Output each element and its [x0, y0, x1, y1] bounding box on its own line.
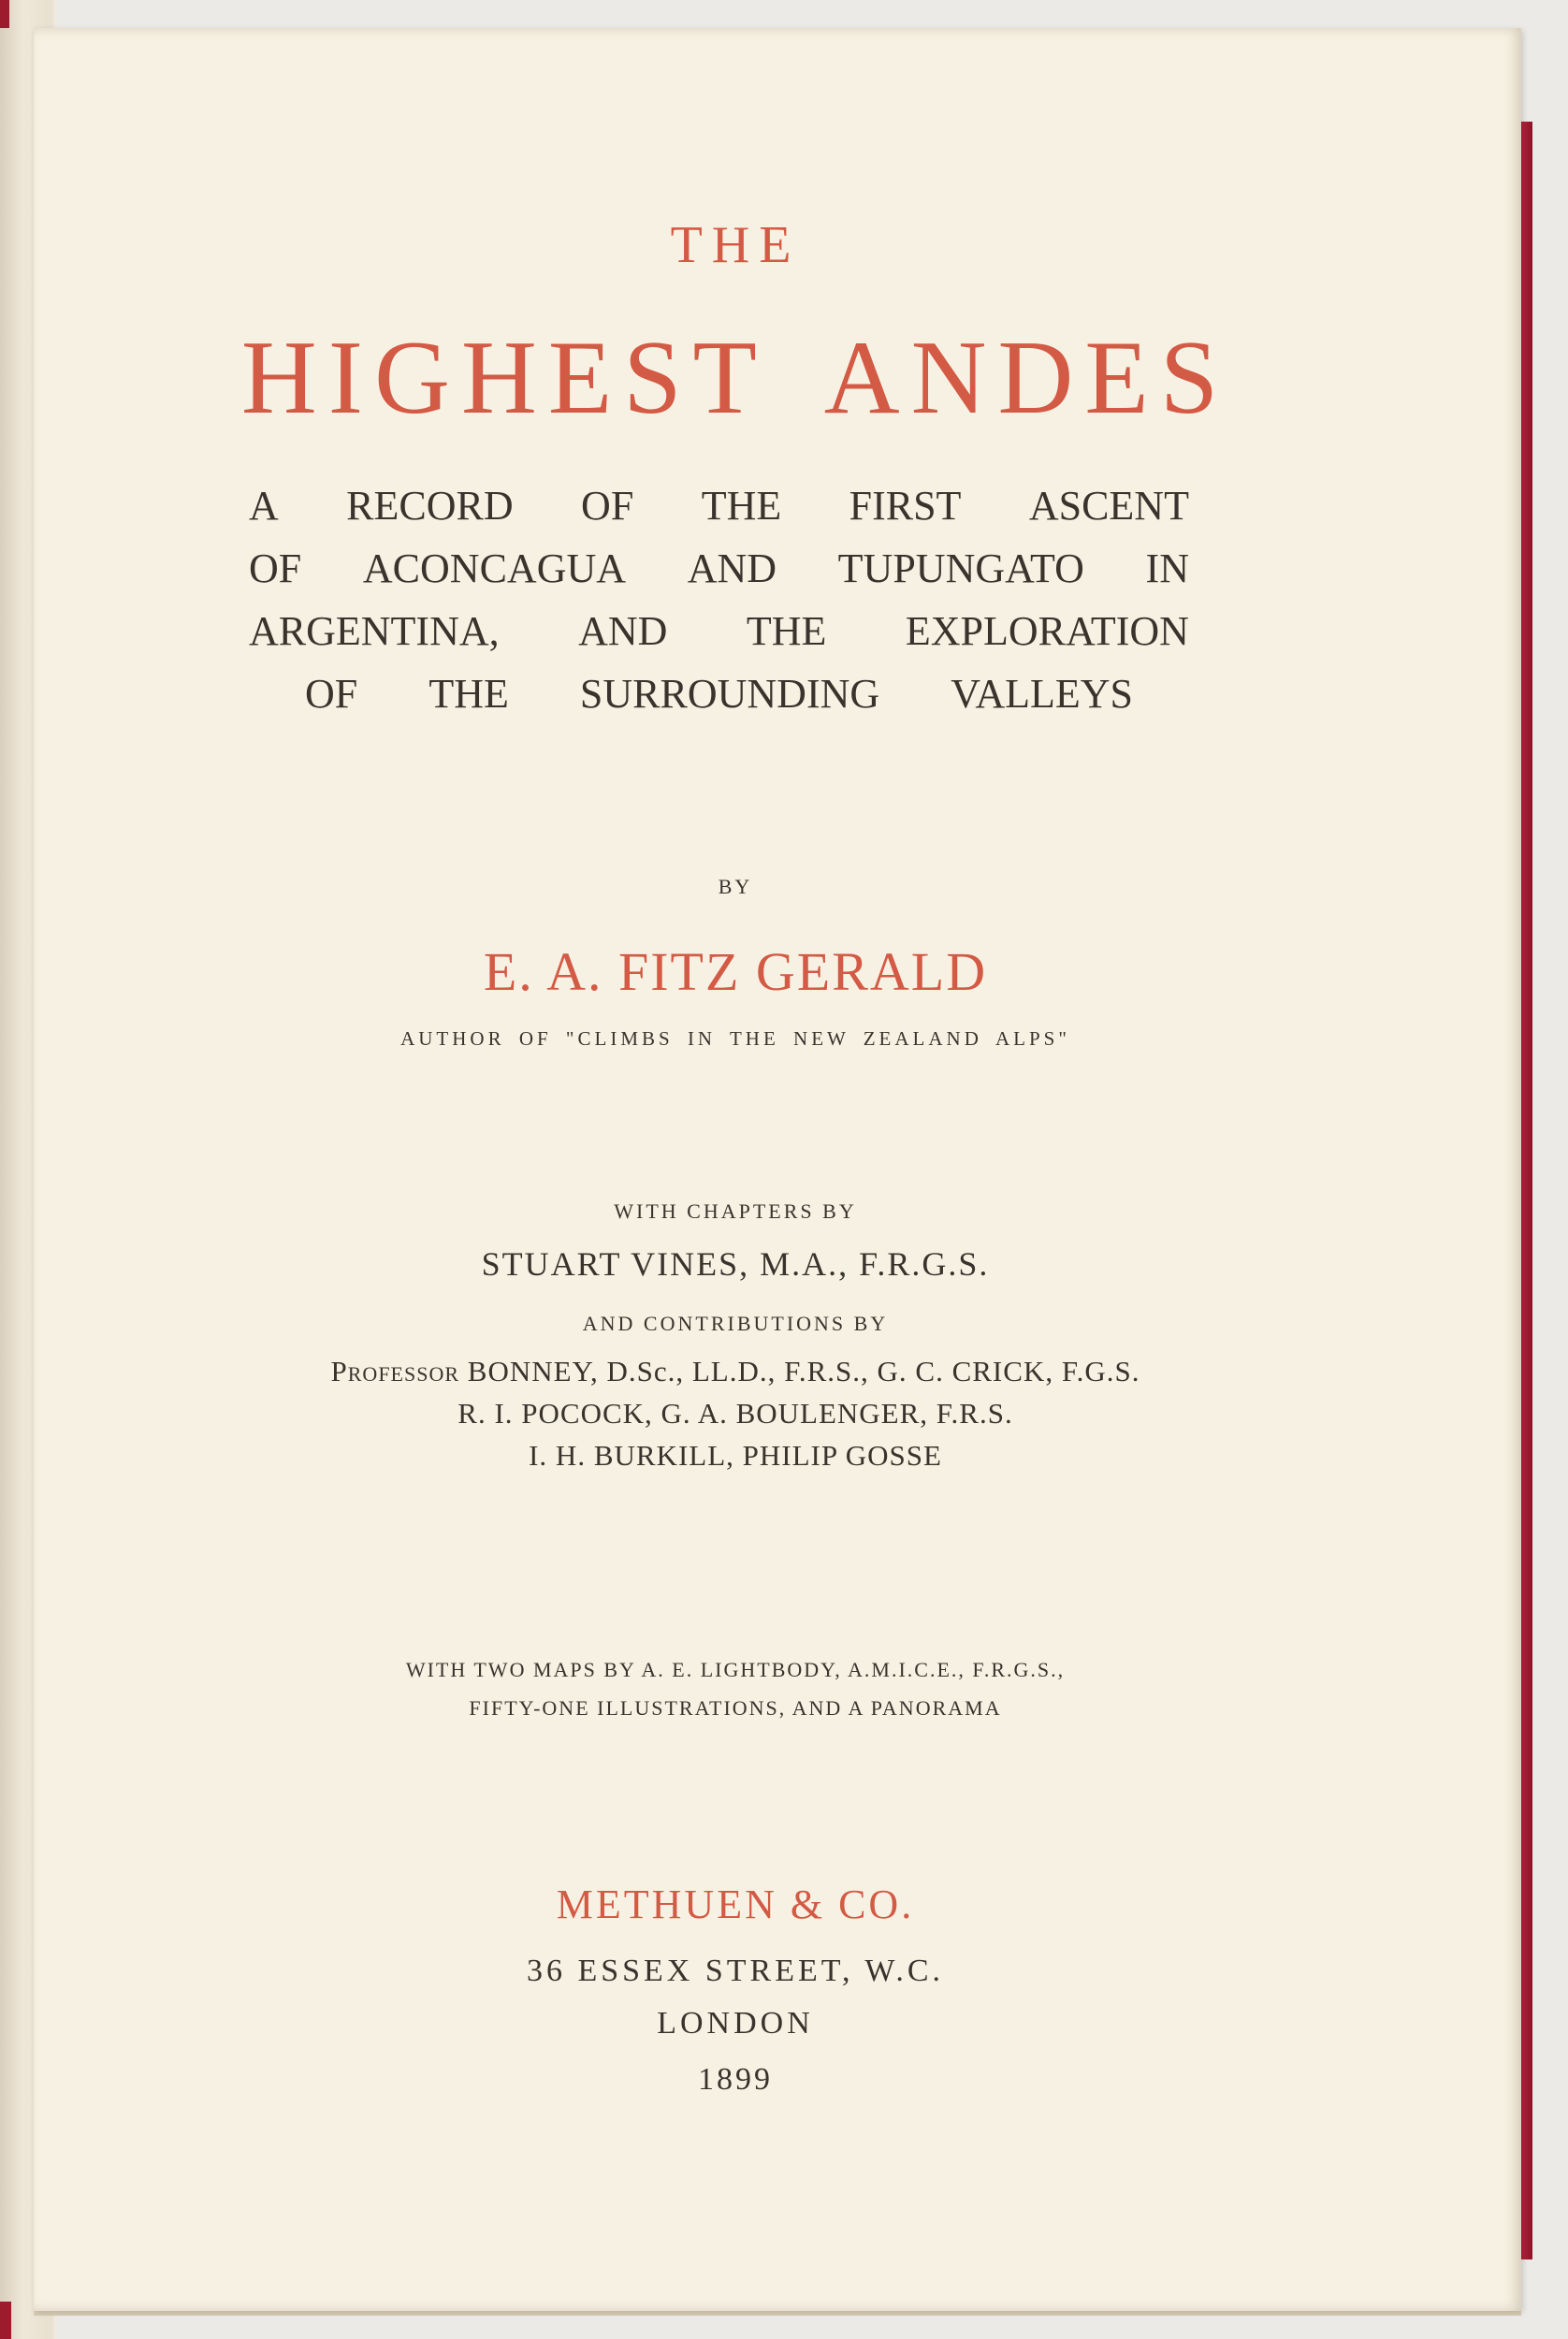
- by-label: BY: [718, 875, 753, 898]
- contributions-label: AND CONTRIBUTIONS BY: [582, 1312, 889, 1335]
- maps-line-1: WITH TWO MAPS BY A. E. LIGHTBODY, A.M.I.C.E., F.R.G.S.,: [405, 1658, 1066, 1681]
- book-title: HIGHEST ANDES: [240, 320, 1230, 436]
- chapters-label: WITH CHAPTERS BY: [614, 1199, 857, 1223]
- author-name: E. A. FITZ GERALD: [483, 941, 988, 1002]
- subtitle-line-1: A RECORD OF THE FIRST ASCENT: [249, 483, 1189, 529]
- subtitle-line-4: OF THE SURROUNDING VALLEYS: [305, 671, 1133, 717]
- contributor-title: Professor: [330, 1355, 460, 1387]
- publisher-city: LONDON: [657, 2006, 814, 2041]
- contributors-line-1: [34, 1355, 1437, 1388]
- subtitle-line-3: ARGENTINA, AND THE EXPLORATION: [249, 608, 1189, 654]
- maps-line-2: FIFTY-ONE ILLUSTRATIONS, AND A PANORAMA: [469, 1696, 1002, 1720]
- title-pre: THE: [670, 216, 801, 274]
- subtitle-line-2: OF ACONCAGUA AND TUPUNGATO IN: [249, 545, 1189, 591]
- publisher-address: 36 ESSEX STREET, W.C.: [526, 1954, 945, 1988]
- publication-year: 1899: [698, 2062, 773, 2097]
- publisher: METHUEN & CO.: [556, 1881, 915, 1927]
- contributor-names: BONNEY, D.Sc., LL.D., F.R.S., G. C. CRICK, F.G.S.: [467, 1355, 1140, 1387]
- chapters-author: STUART VINES, M.A., F.R.G.S.: [481, 1245, 990, 1283]
- contributors-line-3: I. H. BURKILL, PHILIP GOSSE: [529, 1439, 942, 1472]
- contributors-line-2: R. I. POCOCK, G. A. BOULENGER, F.R.S.: [457, 1397, 1013, 1430]
- title-page: [34, 28, 1521, 2311]
- author-note: AUTHOR OF "CLIMBS IN THE NEW ZEALAND ALPS": [400, 1027, 1070, 1050]
